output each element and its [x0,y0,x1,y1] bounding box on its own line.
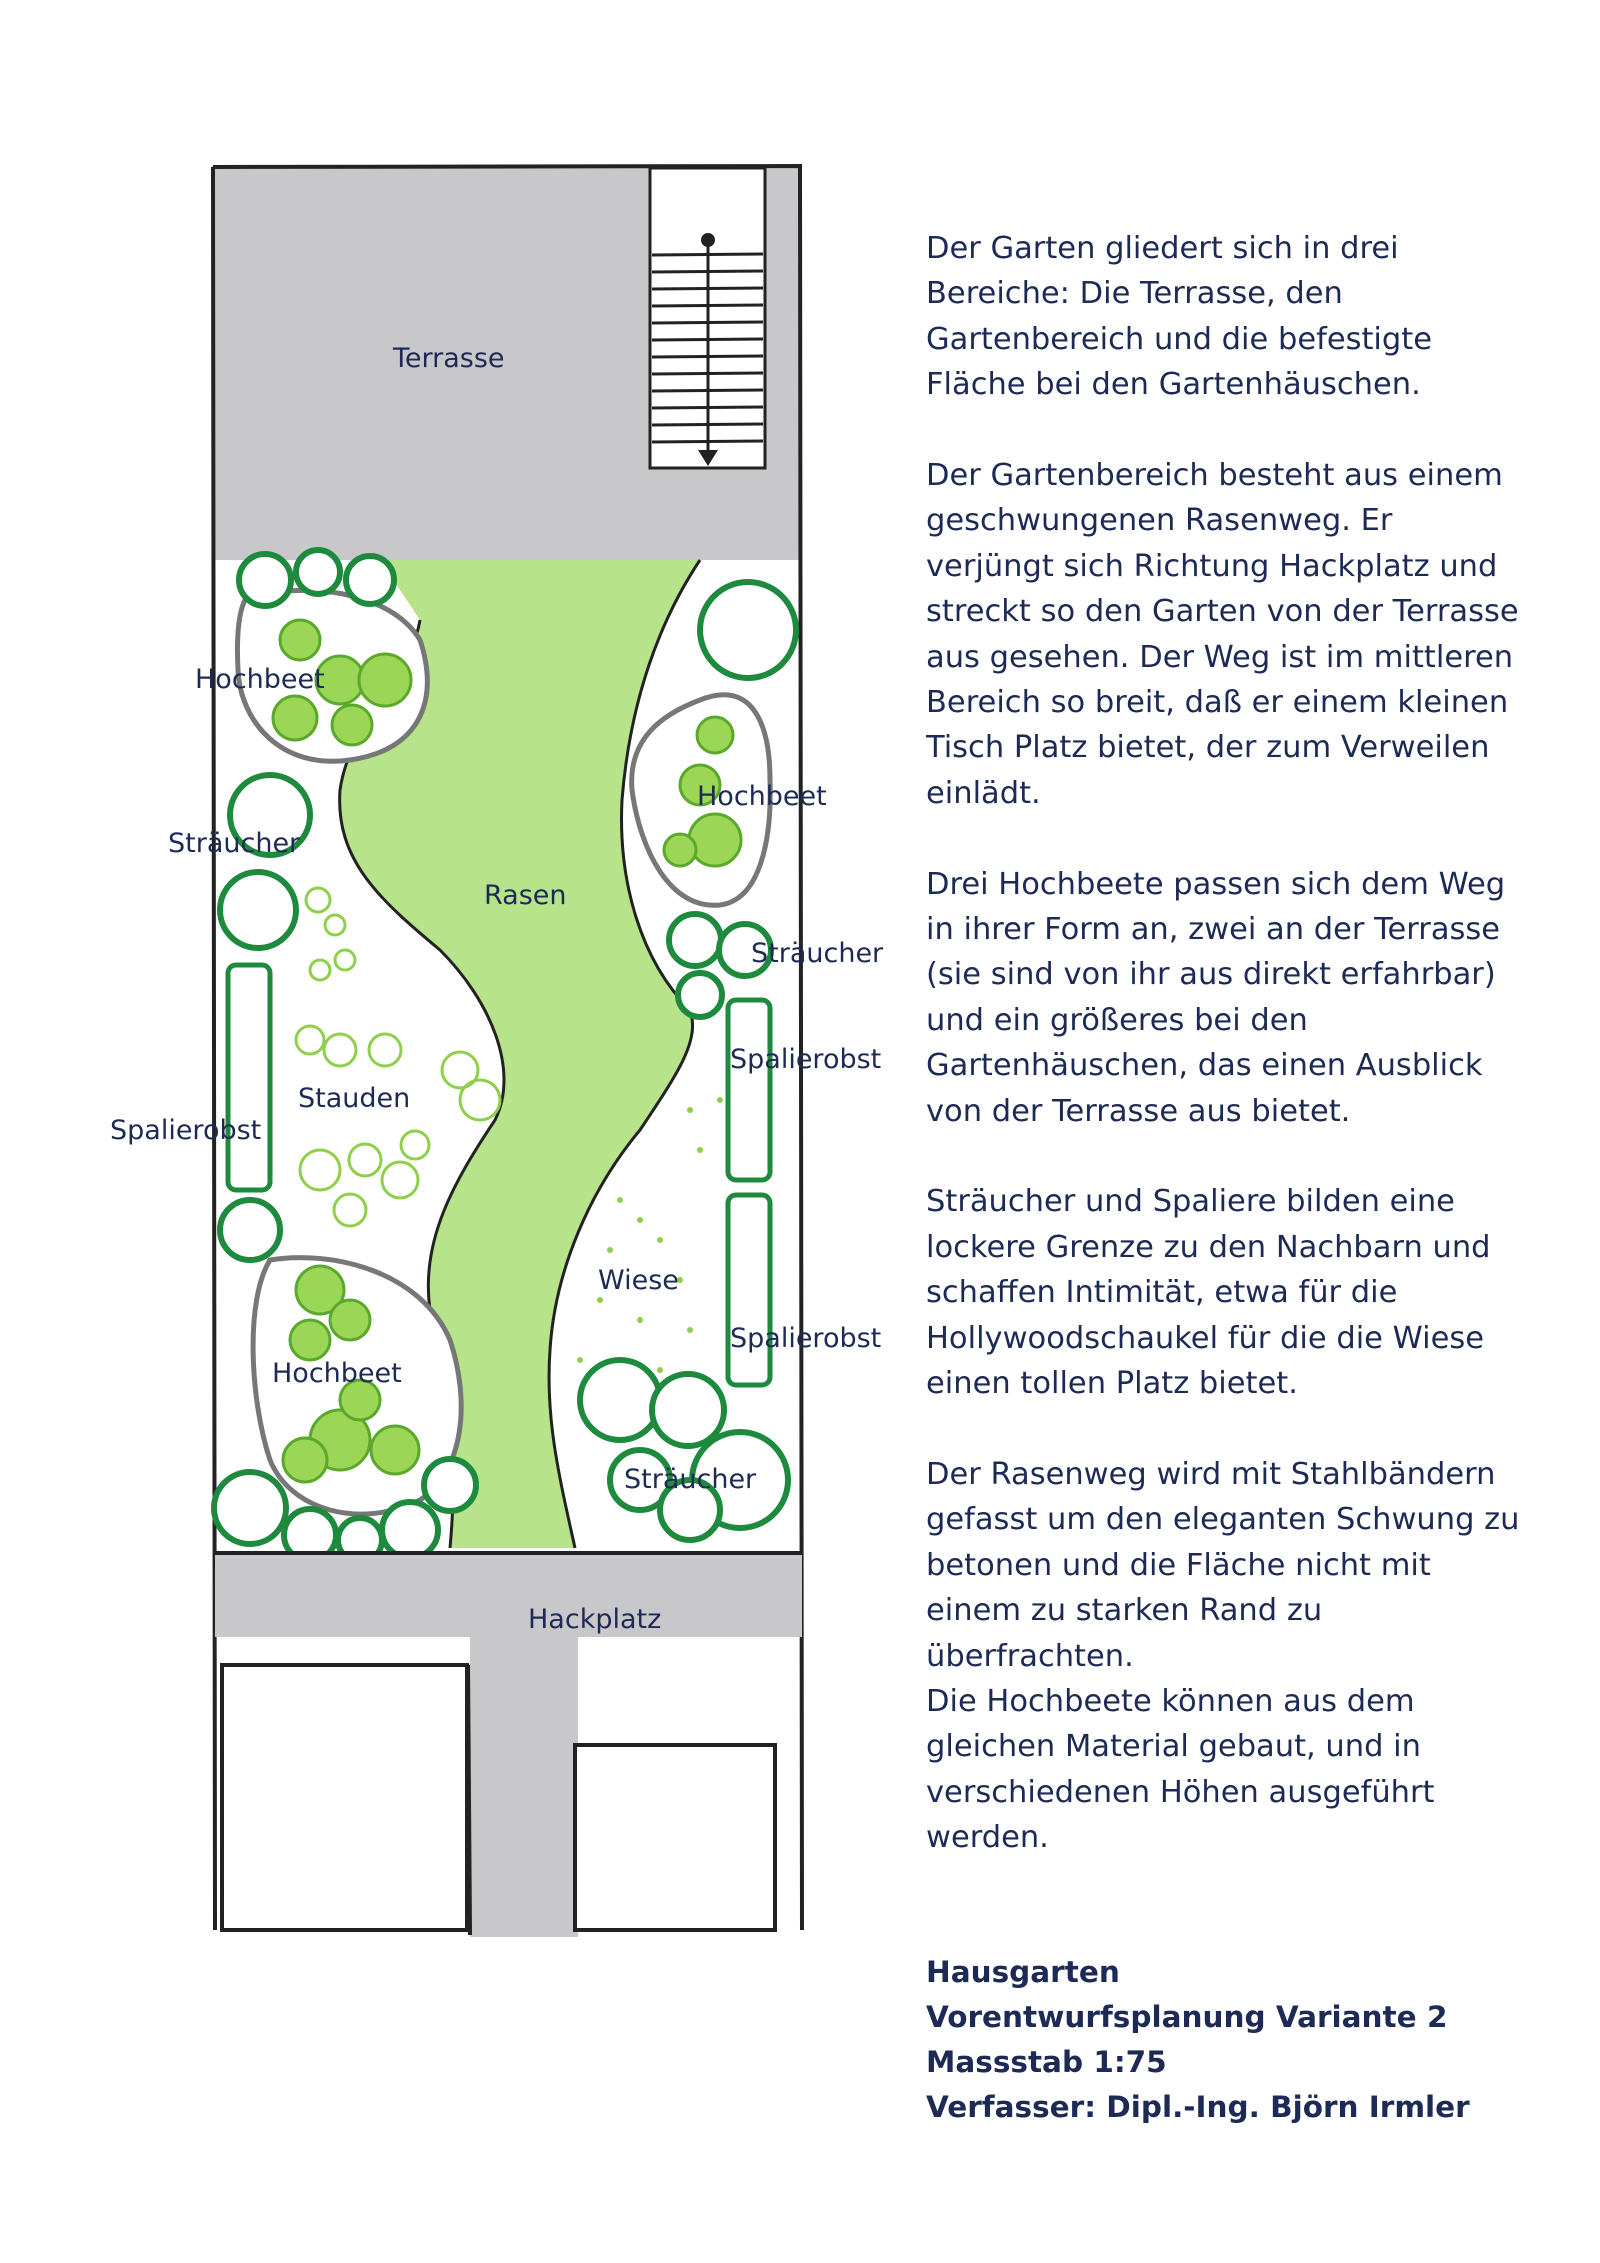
description-paragraph: Drei Hochbeete passen sich dem Weg in ihrer Form an, zwei an der Terrasse (sie sind von ihr aus direkt erfahrbar) und ein größeres bei den Gartenhäuschen, das einen Ausblick von der Terrasse aus bietet. [926,866,1506,1129]
label-spalierobst-right-bottom: Spalierobst [730,1323,882,1354]
label-straeucher-bottom: Sträucher [624,1464,757,1495]
label-straeucher-left: Sträucher [168,828,301,859]
label-hochbeet-bottom-left: Hochbeet [272,1358,402,1389]
label-terrasse: Terrasse [393,343,505,374]
description-paragraph: Sträucher und Spaliere bilden eine lockere Grenze zu den Nachbarn und schaffen Intimität, etwa für die Hollywoodschaukel für die die Wiese einen tollen Platz bietet. [926,1184,1491,1402]
label-rasen: Rasen [484,880,567,911]
shed-left [222,1665,467,1930]
title-scale: Massstab 1:75 [926,2045,1167,2079]
label-hackplatz: Hackplatz [528,1604,662,1635]
label-hochbeet-right: Hochbeet [697,781,827,812]
label-straeucher-right: Sträucher [751,938,884,969]
description-text [926,226,1526,1861]
label-hochbeet-top-left: Hochbeet [195,664,325,695]
title-author: Verfasser: Dipl.-Ing. Björn Irmler [926,2090,1470,2124]
label-spalierobst-right-top: Spalierobst [730,1044,882,1075]
title-block [926,1950,1566,2130]
title-project: Hausgarten [926,1955,1120,1989]
shed-right [575,1745,775,1930]
path-to-sheds [470,1637,578,1937]
hackplatz-area [215,1555,802,1637]
description-paragraph: Der Garten gliedert sich in drei Bereiche: Die Terrasse, den Gartenbereich und die befestigte Fläche bei den Gartenhäuschen. [926,231,1432,403]
description-paragraph: Der Gartenbereich besteht aus einem geschwungenen Rasenweg. Er verjüngt sich Richtung Hackplatz und streckt so den Garten von der Terrasse aus gesehen. Der Weg ist im mittleren Bereich so breit, daß er einem kleinen Tisch Platz bietet, der zum Verweilen einlädt. [926,458,1519,811]
description-paragraph: Die Hochbeete können aus dem gleichen Material gebaut, und in verschiedenen Höhen ausgeführt werden. [926,1683,1435,1856]
path-edge-left [468,1665,470,1935]
description-paragraph: Der Rasenweg wird mit Stahlbändern gefasst um den eleganten Schwung zu betonen und die Fläche nicht mit einem zu starken Rand zu überfrachten. [926,1456,1520,1674]
label-stauden: Stauden [298,1083,411,1114]
label-wiese: Wiese [598,1265,679,1296]
label-spalierobst-left: Spalierobst [110,1115,262,1146]
title-phase: Vorentwurfsplanung Variante 2 [926,2000,1448,2034]
